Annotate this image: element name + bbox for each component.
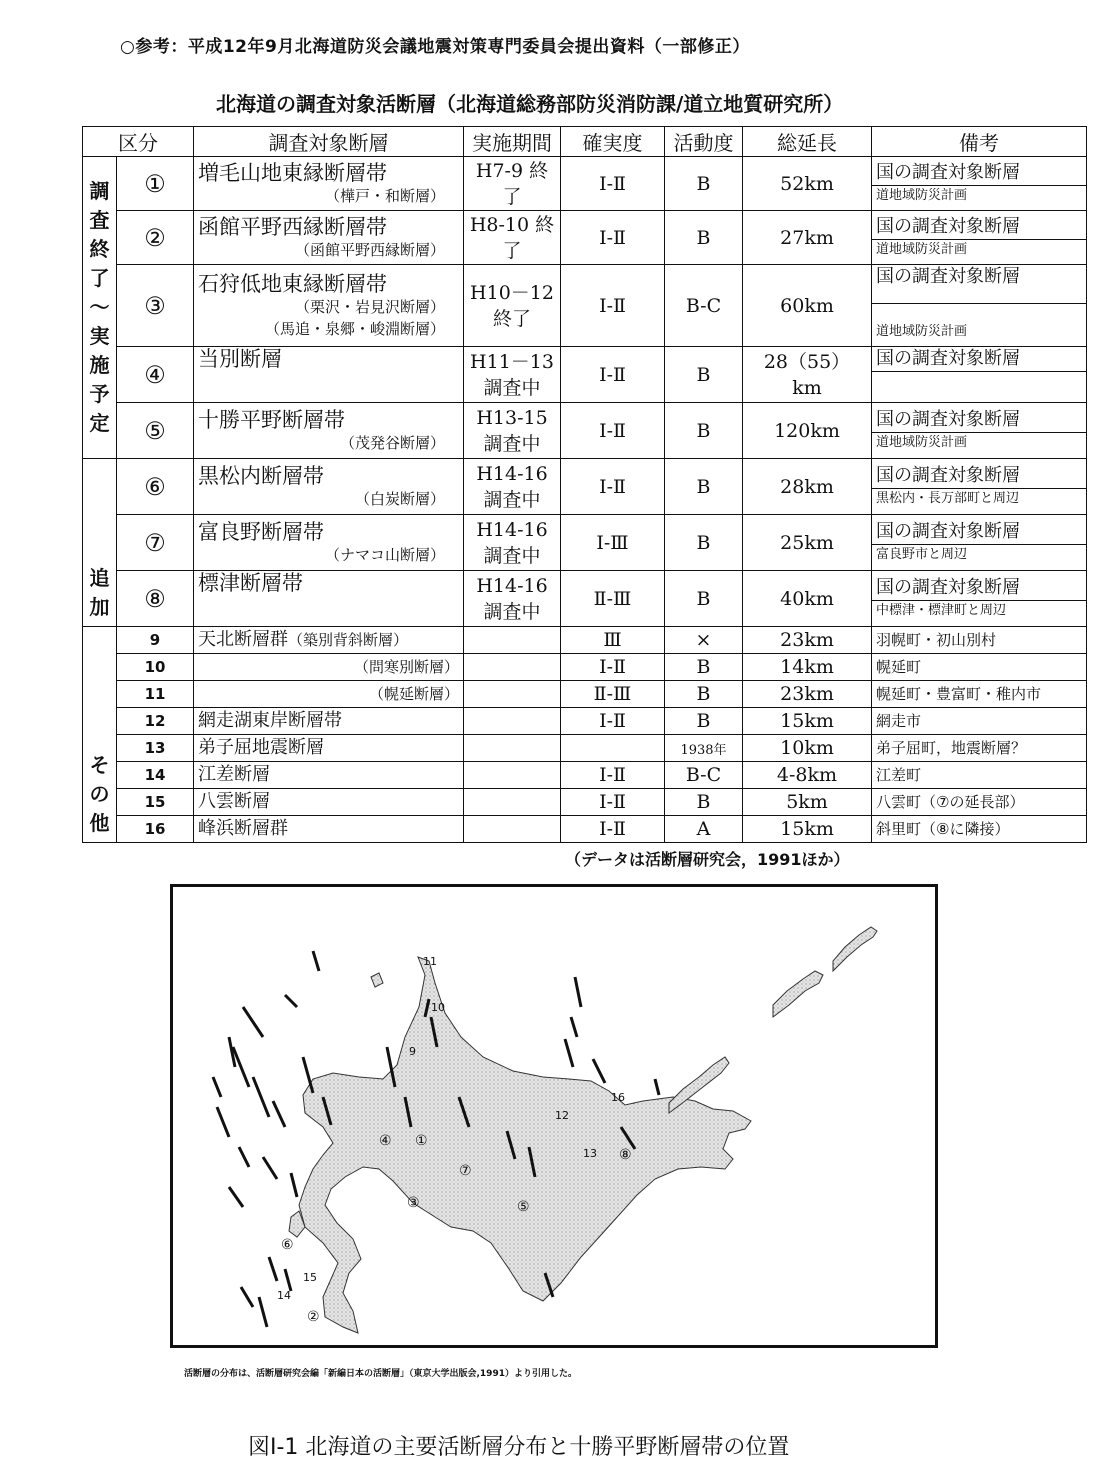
remark: 江差町	[872, 762, 1087, 789]
remark-local	[872, 371, 1086, 396]
activity: ×	[665, 627, 743, 654]
row-number: ④	[117, 347, 194, 403]
hokkaido-landmass	[299, 957, 751, 1333]
remark-national: 国の調査対象断層	[876, 216, 1020, 237]
table-row	[83, 735, 1087, 762]
survey-period: H8-10 終了	[464, 211, 561, 265]
fault-name: 増毛山地東縁断層帯	[198, 160, 387, 185]
remark-national: 国の調査対象断層	[876, 266, 1020, 287]
table-row	[83, 816, 1087, 843]
total-length: 14km	[743, 654, 872, 681]
fault-subname: （樺戸・和断層）	[324, 186, 445, 205]
fault-name: 標津断層帯	[198, 571, 303, 595]
row-number: ⑦	[117, 515, 194, 571]
activity: B	[665, 515, 743, 571]
remark: 八雲町（⑦の延長部）	[872, 789, 1087, 816]
survey-period: H14-16 調査中	[464, 459, 561, 515]
fault-name: 天北断層群	[198, 629, 288, 650]
map-label: 16	[611, 1091, 625, 1104]
certainty: Ⅰ-Ⅱ	[561, 403, 665, 459]
map-label: ③	[407, 1195, 420, 1211]
certainty: Ⅲ	[561, 627, 665, 654]
table-row	[83, 347, 1087, 403]
map-label: ⑥	[281, 1237, 294, 1253]
hokkaido-fault-map	[173, 887, 935, 1345]
table-row	[83, 265, 1087, 347]
table-row	[83, 627, 1087, 654]
total-length: 27km	[743, 211, 872, 265]
remark-national: 国の調査対象断層	[876, 162, 1020, 183]
activity: B-C	[665, 265, 743, 347]
certainty: Ⅰ-Ⅱ	[561, 211, 665, 265]
certainty: Ⅰ-Ⅱ	[561, 459, 665, 515]
total-length: 23km	[743, 627, 872, 654]
certainty	[561, 735, 665, 762]
figure-caption: 図Ⅰ-1 北海道の主要活断層分布と十勝平野断層帯の位置	[248, 1435, 790, 1460]
activity: B	[665, 403, 743, 459]
map-label: ⑦	[459, 1163, 472, 1179]
survey-period: H7-9 終了	[464, 157, 561, 211]
activity: B	[665, 347, 743, 403]
fault-subname: （栗沢・岩見沢断層）	[294, 297, 445, 316]
fault-subname: （幌延断層）	[194, 681, 464, 708]
remark: 羽幌町・初山別村	[872, 627, 1087, 654]
row-number: ①	[117, 157, 194, 211]
total-length: 5km	[743, 789, 872, 816]
remark-national: 国の調査対象断層	[876, 348, 1020, 369]
table-row	[83, 762, 1087, 789]
fault-subname: （茂発谷断層）	[339, 433, 445, 452]
row-number: ⑤	[117, 403, 194, 459]
activity: B	[665, 571, 743, 627]
activity: B	[665, 654, 743, 681]
fault-subname: （問寒別断層）	[194, 654, 464, 681]
remark-national: 国の調査対象断層	[876, 465, 1020, 486]
map-label: ④	[379, 1133, 392, 1149]
map-label: 14	[277, 1289, 291, 1302]
remark-national: 国の調査対象断層	[876, 521, 1020, 542]
map-label: 15	[303, 1271, 317, 1284]
certainty: Ⅰ-Ⅱ	[561, 347, 665, 403]
remark-local: 中標津・標津町と周辺	[872, 600, 1086, 621]
remark-local: 黒松内・長万部町と周辺	[872, 488, 1086, 509]
total-length: 10km	[743, 735, 872, 762]
remark-local: 道地域防災計画	[872, 239, 1086, 260]
fault-name: 十勝平野断層帯	[198, 407, 345, 432]
certainty: Ⅰ-Ⅱ	[561, 762, 665, 789]
table-row	[83, 654, 1087, 681]
data-source-note: （データは活断層研究会，1991ほか）	[565, 850, 850, 869]
map-label: 11	[423, 955, 437, 968]
table-header-row	[83, 127, 1087, 157]
fault-name: 弟子屈地震断層	[194, 735, 464, 762]
certainty: Ⅱ-Ⅲ	[561, 681, 665, 708]
row-number: 13	[117, 735, 194, 762]
activity: 1938年	[665, 735, 743, 762]
map-label: ②	[307, 1309, 320, 1325]
total-length: 28（55） km	[743, 347, 872, 403]
header-fault: 調査対象断層	[194, 127, 464, 157]
map-label: ⑤	[517, 1199, 530, 1215]
table-row	[83, 157, 1087, 211]
row-number: 16	[117, 816, 194, 843]
section-label-added: 追加	[83, 459, 117, 627]
total-length: 28km	[743, 459, 872, 515]
fault-name: 江差断層	[194, 762, 464, 789]
total-length: 120km	[743, 403, 872, 459]
section-label-others: その他	[83, 627, 117, 843]
survey-period: H13-15 調査中	[464, 403, 561, 459]
remark-local: 道地域防災計画	[872, 185, 1086, 206]
table-row	[83, 211, 1087, 265]
certainty: Ⅰ-Ⅲ	[561, 515, 665, 571]
survey-period: H11－13 調査中	[464, 347, 561, 403]
row-number: ⑧	[117, 571, 194, 627]
fault-name: 網走湖東岸断層帯	[194, 708, 464, 735]
fault-subname: （ナマコ山断層）	[324, 545, 445, 564]
fault-name: 八雲断層	[194, 789, 464, 816]
activity: B	[665, 789, 743, 816]
remark-local: 富良野市と周辺	[872, 544, 1086, 565]
table-row	[83, 681, 1087, 708]
table-row	[83, 403, 1087, 459]
fault-subname: （馬追・泉郷・峻淵断層）	[264, 319, 445, 338]
certainty: Ⅰ-Ⅱ	[561, 654, 665, 681]
total-length: 23km	[743, 681, 872, 708]
activity: B	[665, 459, 743, 515]
activity: B	[665, 681, 743, 708]
reference-note: ○参考：平成12年9月北海道防災会議地震対策専門委員会提出資料（一部修正）	[120, 37, 750, 57]
certainty: Ⅰ-Ⅱ	[561, 816, 665, 843]
document-title: 北海道の調査対象活断層（北海道総務部防災消防課/道立地質研究所）	[216, 92, 844, 116]
remark: 斜里町（⑧に隣接）	[872, 816, 1087, 843]
total-length: 4-8km	[743, 762, 872, 789]
remark-local: 道地域防災計画	[872, 303, 1086, 342]
map-label: 10	[431, 1001, 445, 1014]
fault-subname: （築別背斜断層）	[288, 631, 409, 649]
header-category: 区分	[83, 127, 194, 157]
row-number: ⑥	[117, 459, 194, 515]
fault-map-frame	[170, 884, 938, 1348]
kuril-islands	[669, 927, 877, 1113]
activity: B-C	[665, 762, 743, 789]
map-citation: 活断層の分布は、活断層研究会編「新編日本の活断層」（東京大学出版会,1991）より引用した。	[184, 1369, 577, 1379]
row-number: 12	[117, 708, 194, 735]
fault-name: 石狩低地東縁断層帯	[198, 271, 387, 296]
certainty: Ⅱ-Ⅲ	[561, 571, 665, 627]
fault-name: 峰浜断層群	[194, 816, 464, 843]
row-number: 11	[117, 681, 194, 708]
remark: 弟子屈町，地震断層？	[872, 735, 1087, 762]
total-length: 15km	[743, 708, 872, 735]
fault-subname: （白炭断層）	[354, 489, 445, 508]
total-length: 15km	[743, 816, 872, 843]
map-label: ①	[415, 1133, 428, 1149]
fault-name: 函館平野西縁断層帯	[198, 214, 387, 239]
remark-national: 国の調査対象断層	[876, 409, 1020, 430]
map-label: 12	[555, 1109, 569, 1122]
certainty: Ⅰ-Ⅱ	[561, 789, 665, 816]
fault-survey-table	[82, 126, 1087, 843]
fault-name: 当別断層	[198, 347, 282, 371]
section-label-surveyed: 調査終了～実施予定	[83, 157, 117, 459]
header-certainty: 確実度	[561, 127, 665, 157]
table-row	[83, 708, 1087, 735]
certainty: Ⅰ-Ⅱ	[561, 708, 665, 735]
fault-name: 黒松内断層帯	[198, 463, 324, 488]
map-label: 13	[583, 1147, 597, 1160]
fault-name: 富良野断層帯	[198, 519, 324, 544]
header-remarks: 備考	[872, 127, 1087, 157]
survey-period: H14-16 調査中	[464, 571, 561, 627]
table-row	[83, 515, 1087, 571]
remark: 幌延町・豊富町・稚内市	[872, 681, 1087, 708]
total-length: 40km	[743, 571, 872, 627]
row-number: ③	[117, 265, 194, 347]
total-length: 52km	[743, 157, 872, 211]
header-period: 実施期間	[464, 127, 561, 157]
certainty: Ⅰ-Ⅱ	[561, 265, 665, 347]
header-length: 総延長	[743, 127, 872, 157]
activity: B	[665, 708, 743, 735]
table-row	[83, 789, 1087, 816]
activity: B	[665, 211, 743, 265]
rishiri-island	[371, 973, 383, 987]
table-row	[83, 459, 1087, 515]
row-number: 14	[117, 762, 194, 789]
table-row	[83, 571, 1087, 627]
remark: 幌延町	[872, 654, 1087, 681]
map-label: 9	[409, 1045, 416, 1058]
survey-period: H14-16 調査中	[464, 515, 561, 571]
activity: B	[665, 157, 743, 211]
row-number: ②	[117, 211, 194, 265]
survey-period: H10－12 終了	[464, 265, 561, 347]
certainty: Ⅰ-Ⅱ	[561, 157, 665, 211]
remark-local: 道地域防災計画	[872, 432, 1086, 453]
row-number: 10	[117, 654, 194, 681]
activity: A	[665, 816, 743, 843]
map-label: ⑧	[619, 1147, 632, 1163]
total-length: 25km	[743, 515, 872, 571]
remark-national: 国の調査対象断層	[876, 577, 1020, 598]
remark: 網走市	[872, 708, 1087, 735]
header-activity: 活動度	[665, 127, 743, 157]
fault-subname: （函館平野西縁断層）	[294, 240, 445, 259]
row-number: 9	[117, 627, 194, 654]
row-number: 15	[117, 789, 194, 816]
total-length: 60km	[743, 265, 872, 347]
